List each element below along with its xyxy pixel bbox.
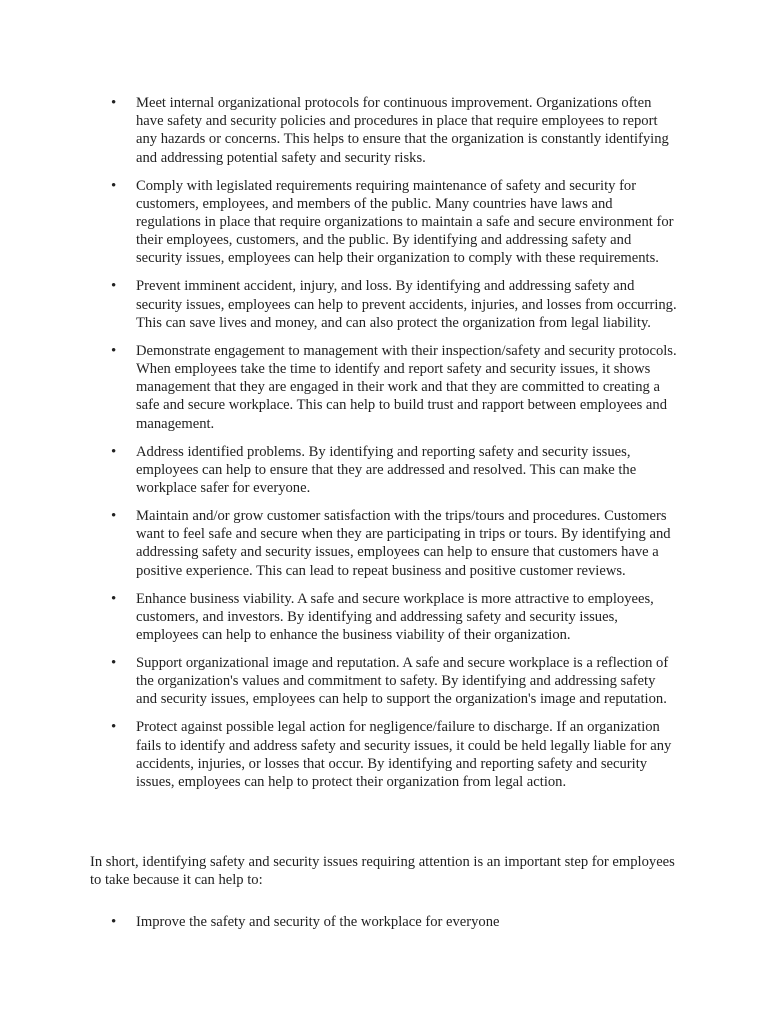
list-item-text: Demonstrate engagement to management with their inspection/safety and security protocols. When employees take the time to identify and report safety and security issues, it shows management that they are engaged in their work and that they are committed to creating a safe and secure workplace. This can help to build trust and rapport between employees and management. — [136, 342, 677, 432]
list-item — [0, 590, 678, 645]
list-item — [0, 718, 678, 791]
bullet-glyph: • — [111, 443, 117, 460]
bullet-glyph: • — [111, 914, 117, 930]
list-item — [0, 443, 678, 498]
list-item — [0, 342, 678, 433]
list-item — [0, 507, 678, 580]
list-item-text: Meet internal organizational protocols for continuous improvement. Organizations often have safety and security policies and procedures in place that require employees to report any hazards or concerns. This helps to ensure that the organization is constantly identifying and addressing potential safety and security risks. — [136, 95, 669, 166]
bullet-glyph: • — [111, 278, 117, 295]
summary-list — [0, 913, 678, 931]
list-item — [0, 94, 678, 167]
benefits-list — [0, 94, 678, 801]
list-item-text: Comply with legislated requirements requiring maintenance of safety and security for customers, employees, and members of the public. Many countries have laws and regulations in place that require organizations to maintain a safe and secure environment for their employees, customers, and the public. By identifying and addressing safety and security issues, employees can help their organization to comply with these requirements. — [136, 177, 674, 267]
bullet-glyph: • — [111, 177, 117, 194]
bullet-glyph: • — [111, 342, 117, 359]
list-item — [0, 177, 678, 268]
bullet-glyph: • — [111, 590, 117, 607]
list-item — [0, 277, 678, 332]
bullet-glyph: • — [111, 508, 117, 525]
bullet-glyph: • — [111, 719, 117, 736]
list-item — [0, 654, 678, 709]
list-item-text: Address identified problems. By identifying and reporting safety and security issues, employees can help to ensure that they are addressed and resolved. This can make the workplace safer for everyone. — [136, 443, 637, 497]
list-item-text: Support organizational image and reputation. A safe and secure workplace is a reflection of the organization's values and commitment to safety. By identifying and addressing safety and security issues, employees can help to support the organization's image and reputation. — [136, 655, 669, 708]
list-item-text: Enhance business viability. A safe and secure workplace is more attractive to employees, customers, and investors. By identifying and addressing safety and security issues, employees can help to enhance the business viability of their organization. — [136, 590, 654, 644]
list-item-text: Improve the safety and security of the workplace for everyone — [136, 914, 500, 930]
bullet-glyph: • — [111, 655, 117, 672]
bullet-glyph: • — [111, 95, 117, 111]
list-item-text: Protect against possible legal action for negligence/failure to discharge. If an organization fails to identify and address safety and security issues, it could be held legally liable for any accidents, injuries, or losses that occur. By identifying and reporting safety and security issues, employees can help to protect their organization from legal action. — [136, 719, 672, 791]
list-item-text: Prevent imminent accident, injury, and loss. By identifying and addressing safety and security issues, employees can help to prevent accidents, injuries, and losses from occurring. This can save lives and money, and can also protect the organization from legal liability. — [136, 278, 677, 331]
list-item-text: Maintain and/or grow customer satisfaction with the trips/tours and procedures. Customers want to feel safe and secure when they are participating in trips or tours. By identifying and addressing safety and security issues, employees can help to ensure that customers have a positive experience. This can lead to repeat business and positive customer reviews. — [136, 508, 671, 579]
list-item — [0, 913, 678, 931]
summary-paragraph: In short, identifying safety and security issues requiring attention is an important step for employees to take because it can help to: — [90, 854, 675, 889]
